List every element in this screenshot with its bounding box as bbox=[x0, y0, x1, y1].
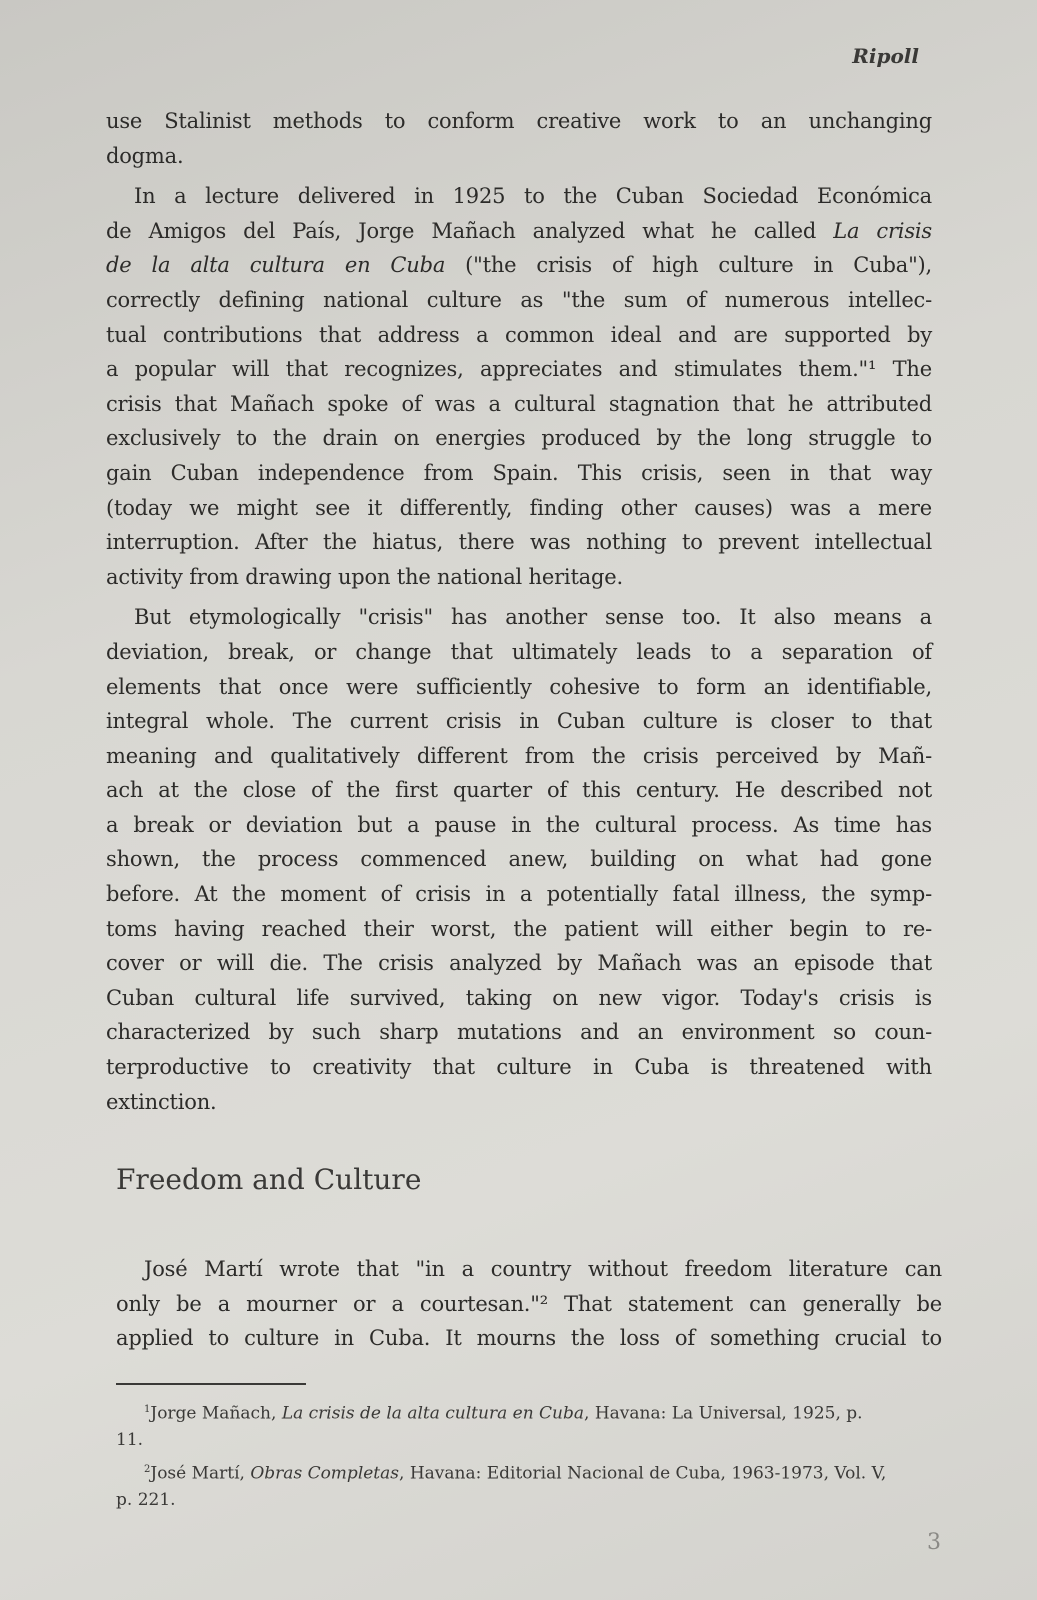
text-line: a popular will that recognizes, appreciates and stimulates them."¹ The bbox=[106, 357, 932, 382]
text-line: interruption. After the hiatus, there was nothing to prevent intellectual bbox=[106, 530, 932, 555]
text-line: only be a mourner or a courtesan."² That statement can generally be bbox=[116, 1291, 942, 1316]
text-line: de la alta cultura en Cuba ("the crisis of high culture in Cuba"), bbox=[106, 253, 932, 278]
text-line: before. At the moment of crisis in a potentially fatal illness, the symp- bbox=[106, 882, 932, 907]
text-line: toms having reached their worst, the patient will either begin to re- bbox=[106, 916, 932, 941]
page-number: 3 bbox=[927, 1530, 941, 1555]
text-line: shown, the process commenced anew, building on what had gone bbox=[106, 847, 932, 872]
text-line: In a lecture delivered in 1925 to the Cuban Sociedad Económica bbox=[134, 184, 932, 209]
book-title: La crisis bbox=[833, 218, 932, 243]
text-line: extinction. bbox=[106, 1089, 217, 1114]
text-line: ach at the close of the first quarter of this century. He described not bbox=[106, 778, 932, 803]
footnote-divider bbox=[116, 1383, 306, 1385]
footnote-title: Obras Completas bbox=[250, 1463, 400, 1484]
text-line: exclusively to the drain on energies produced by the long struggle to bbox=[106, 426, 932, 451]
footnote-number: 1 bbox=[144, 1404, 151, 1415]
footnotes bbox=[116, 1395, 942, 1515]
running-head: Ripoll bbox=[852, 44, 919, 68]
text-line: tual contributions that address a common ideal and are supported by bbox=[106, 322, 932, 347]
text-line: deviation, break, or change that ultimately leads to a separation of bbox=[106, 639, 932, 664]
text-line: gain Cuban independence from Spain. This crisis, seen in that way bbox=[106, 460, 932, 485]
footnote-1 bbox=[116, 1395, 942, 1425]
footnote-author: José Martí, bbox=[150, 1463, 251, 1484]
footnote-details: , Havana: La Universal, 1925, p. bbox=[584, 1403, 863, 1424]
text-line: But etymologically "crisis" has another sense too. It also means a bbox=[134, 605, 932, 630]
book-title: de la alta cultura en Cuba bbox=[106, 253, 446, 278]
footnote-number: 2 bbox=[144, 1464, 151, 1475]
section-heading: Freedom and Culture bbox=[116, 1163, 422, 1196]
footnote-2-continued: p. 221. bbox=[116, 1490, 176, 1510]
text-line: cover or will die. The crisis analyzed by Mañach was an episode that bbox=[106, 951, 932, 976]
body-text bbox=[106, 104, 932, 1119]
footnote-1-continued: 11. bbox=[116, 1430, 144, 1450]
text-line: use Stalinist methods to conform creative work to an unchanging bbox=[106, 109, 932, 133]
section-paragraph bbox=[116, 1252, 942, 1356]
footnote-details: , Havana: Editorial Nacional de Cuba, 1963-1973, Vol. V, bbox=[399, 1463, 887, 1484]
text-line: de Amigos del País, Jorge Mañach analyzed what he called La crisis bbox=[106, 218, 932, 243]
text-line: dogma. bbox=[106, 143, 184, 168]
text-line: elements that once were sufficiently cohesive to form an identifiable, bbox=[106, 674, 932, 699]
text-line: applied to culture in Cuba. It mourns the loss of something crucial to bbox=[116, 1326, 942, 1351]
text-line: characterized by such sharp mutations and an environment so coun- bbox=[106, 1020, 932, 1045]
footnote-author: Jorge Mañach, bbox=[150, 1403, 282, 1424]
text-line: activity from drawing upon the national heritage. bbox=[106, 564, 623, 589]
text-line: meaning and qualitatively different from the crisis perceived by Mañ- bbox=[106, 743, 932, 768]
text-line: terproductive to creativity that culture in Cuba is threatened with bbox=[106, 1055, 932, 1080]
text-line: José Martí wrote that "in a country without freedom literature can bbox=[144, 1257, 942, 1281]
text-line: (today we might see it differently, finding other causes) was a mere bbox=[106, 495, 932, 520]
text-line: integral whole. The current crisis in Cuban culture is closer to that bbox=[106, 709, 932, 734]
text-line: Cuban cultural life survived, taking on new vigor. Today's crisis is bbox=[106, 985, 932, 1010]
text-line: crisis that Mañach spoke of was a cultural stagnation that he attributed bbox=[106, 391, 932, 416]
footnote-title: La crisis de la alta cultura en Cuba bbox=[281, 1403, 585, 1424]
text-line: correctly defining national culture as "the sum of numerous intellec- bbox=[106, 287, 932, 312]
footnote-2 bbox=[116, 1455, 942, 1485]
text-line: a break or deviation but a pause in the cultural process. As time has bbox=[106, 812, 932, 837]
